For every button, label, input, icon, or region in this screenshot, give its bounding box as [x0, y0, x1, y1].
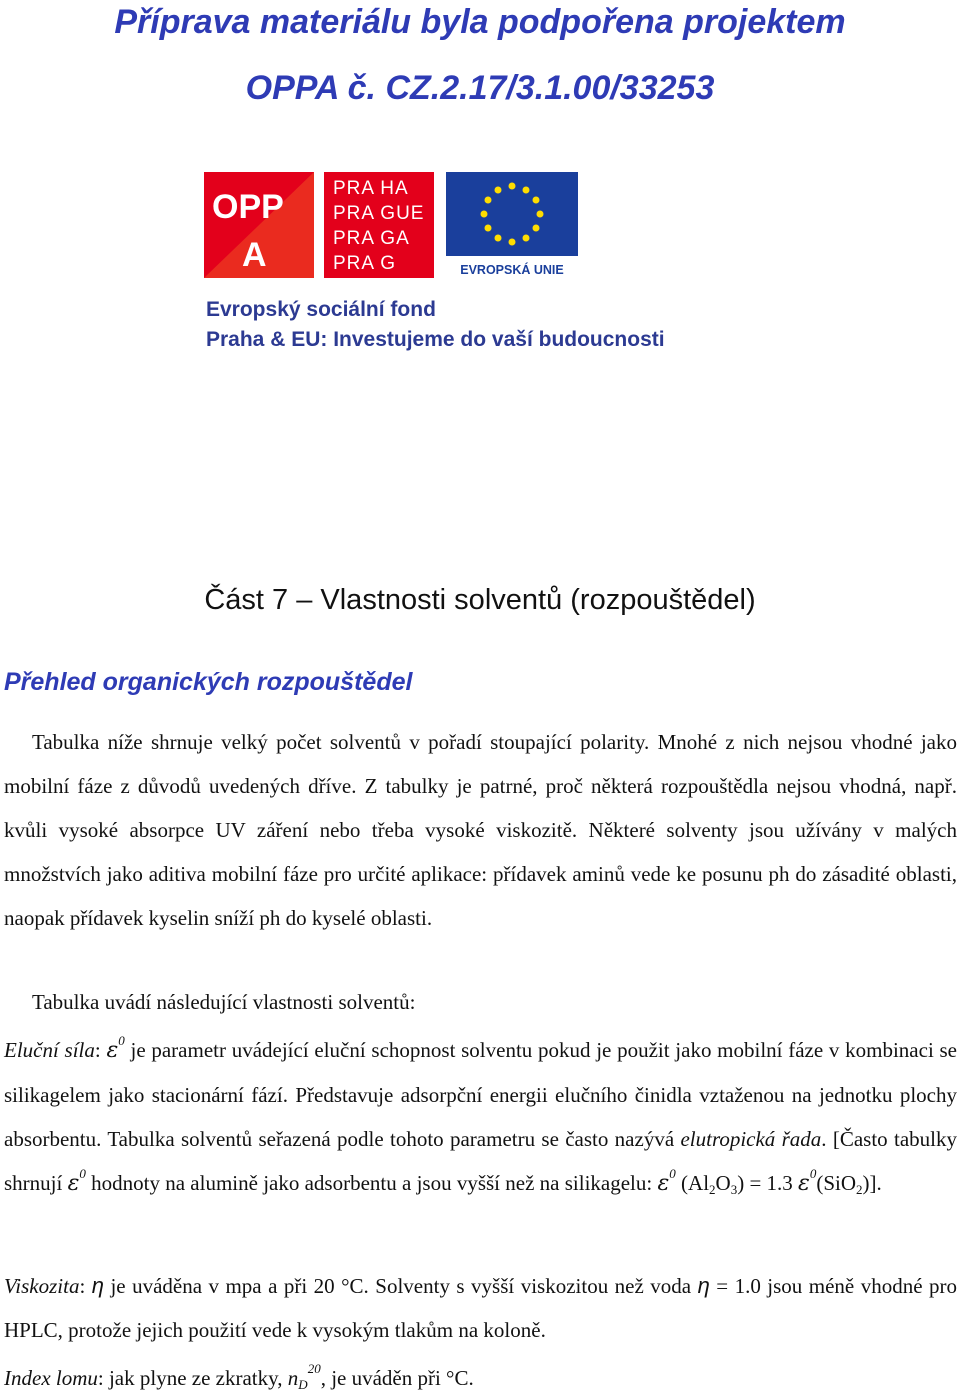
paragraph-text: je parametr uvádející eluční schopnost solventu pokud je použit jako mobilní fáze v kombinaci se silikagelem jako stacionární fází. Představuje adsorpční energii elučního činidla vztaženou na jednotku plochy absorbentu. Tabulka solventů seřazená podle tohoto parametru se často nazývá	[4, 1038, 957, 1151]
paragraph-text: . [Často tabulky shrnují	[4, 1127, 957, 1195]
subscript: 2	[709, 1182, 716, 1197]
praha-row: PRA G	[333, 253, 397, 274]
eu-flag-logo	[446, 172, 578, 278]
epsilon-superscript: 0	[669, 1166, 676, 1181]
oppa-bottom-text: A	[242, 236, 267, 274]
oppa-logo-block	[204, 172, 764, 362]
paragraph-text: Tabulka níže shrnuje velký počet solventů v pořadí stoupající polarity. Mnohé z nich nejsou vhodné jako mobilní fáze z důvodů uvedených dříve. Z tabulky je patrné, proč některá rozpouštědla nejsou vhodná, např. kvůli vysoké absorpce UV záření nebo třeba vysoké viskozitě. Některé solventy jsou užívány v malých množstvích jako aditiva mobilní fáze pro určité aplikace: přídavek aminů vede ke posunu ph do zásadité oblasti, naopak přídavek kyselin sníží ph do kyselé oblasti.	[4, 730, 957, 930]
superscript: 20	[307, 1361, 321, 1376]
fund-line-1: Evropský sociální fond	[206, 298, 436, 321]
epsilon-symbol: ε	[67, 1171, 80, 1196]
header-line-1: Příprava materiálu byla podpořena projektem	[114, 3, 846, 41]
fund-line-2: Praha & EU: Investujeme do vaší budoucnosti	[206, 328, 665, 351]
term-label: Eluční síla	[4, 1038, 95, 1062]
oppa-top-text: OPP	[212, 188, 284, 226]
paragraph-viscosity: Viskozita: η je uváděna v mpa a při 20 °C. Solventy s vyšší viskozitou než voda η = 1.0 jsou méně vhodné pro HPLC, protože jejich použití vede k vysokým tlakům na koloně.	[4, 1273, 957, 1342]
subscript: 2	[856, 1182, 863, 1197]
subscript: D	[298, 1377, 308, 1392]
epsilon-superscript: 0	[809, 1166, 817, 1181]
paragraph-refractive-index	[4, 1356, 957, 1400]
paragraph-elution-strength: Eluční síla: $\varepsilon^0$ je parametr uvádející eluční schopnost solventu pokud je použit jako mobilní fáze v kombinaci se silikagelem jako stacionární fází. Představuje adsorpční energii elučního činidla vztaženou na jednotku plochy absorbentu. Tabulka solventů seřazená podle tohoto parametru se často nazývá elutropická řada. [Často tabulky shrnují $\varepsilon^0$ hodnoty na alumině jako adsorbentu a jsou vyšší než na silikagelu: $\varepsilon^0$ $(Al_2O_3) = 1.3$ $\varepsilon^0(SiO_2)$].	[4, 1033, 957, 1197]
eta-symbol: η	[697, 1273, 710, 1298]
epsilon-symbol: ε	[106, 1038, 119, 1063]
paragraph-text: : jak plyne ze zkratky,	[97, 1366, 283, 1390]
praha-logo	[324, 172, 434, 278]
paragraph-overview	[4, 720, 957, 940]
praha-row: PRA GUE	[333, 203, 425, 224]
term-elutropic: elutropická řada	[680, 1127, 822, 1151]
paragraph-text: , je uváděn při °C.	[320, 1366, 474, 1390]
paragraph-text: = 1.0 jsou méně vhodné pro HPLC, protože jejich použití vede k vysokým tlakům na koloně.	[4, 1274, 957, 1342]
praha-row: PRA HA	[333, 178, 409, 199]
term-label: Index lomu	[4, 1366, 98, 1390]
paragraph-text: je uváděna v mpa a při 20 °C. Solventy s vyšší viskozitou než voda	[110, 1274, 692, 1298]
praha-row: PRA GA	[333, 228, 410, 249]
epsilon-symbol: ε	[657, 1171, 670, 1196]
section-title: Přehled organických rozpouštědel	[4, 668, 413, 696]
paragraph-text: hodnoty na alumině jako adsorbentu a jsou vyšší než na silikagelu:	[91, 1171, 653, 1195]
formula-text: )].	[862, 1171, 882, 1195]
eu-label: EVROPSKÁ UNIE	[460, 263, 564, 277]
part-title: Část 7 – Vlastnosti solventů (rozpouštědel)	[204, 584, 756, 616]
eta-symbol: η	[91, 1273, 104, 1298]
header-line-2: OPPA č. CZ.2.17/3.1.00/33253	[245, 69, 715, 107]
paragraph-properties-intro	[4, 980, 957, 1024]
symbol-n: n	[287, 1366, 299, 1390]
formula-text: ) = 1.3	[737, 1171, 793, 1195]
epsilon-superscript: 0	[118, 1033, 125, 1048]
epsilon-superscript: 0	[79, 1166, 86, 1181]
oppa-logo	[204, 172, 314, 278]
subscript: 3	[730, 1182, 738, 1197]
formula-text: O	[715, 1171, 731, 1195]
paragraph-text: Tabulka uvádí následující vlastnosti solventů:	[32, 990, 416, 1014]
epsilon-symbol: ε	[798, 1171, 810, 1196]
term-label: Viskozita	[4, 1274, 80, 1298]
formula-text: (Al	[681, 1171, 710, 1195]
formula-text: (SiO	[816, 1171, 857, 1195]
